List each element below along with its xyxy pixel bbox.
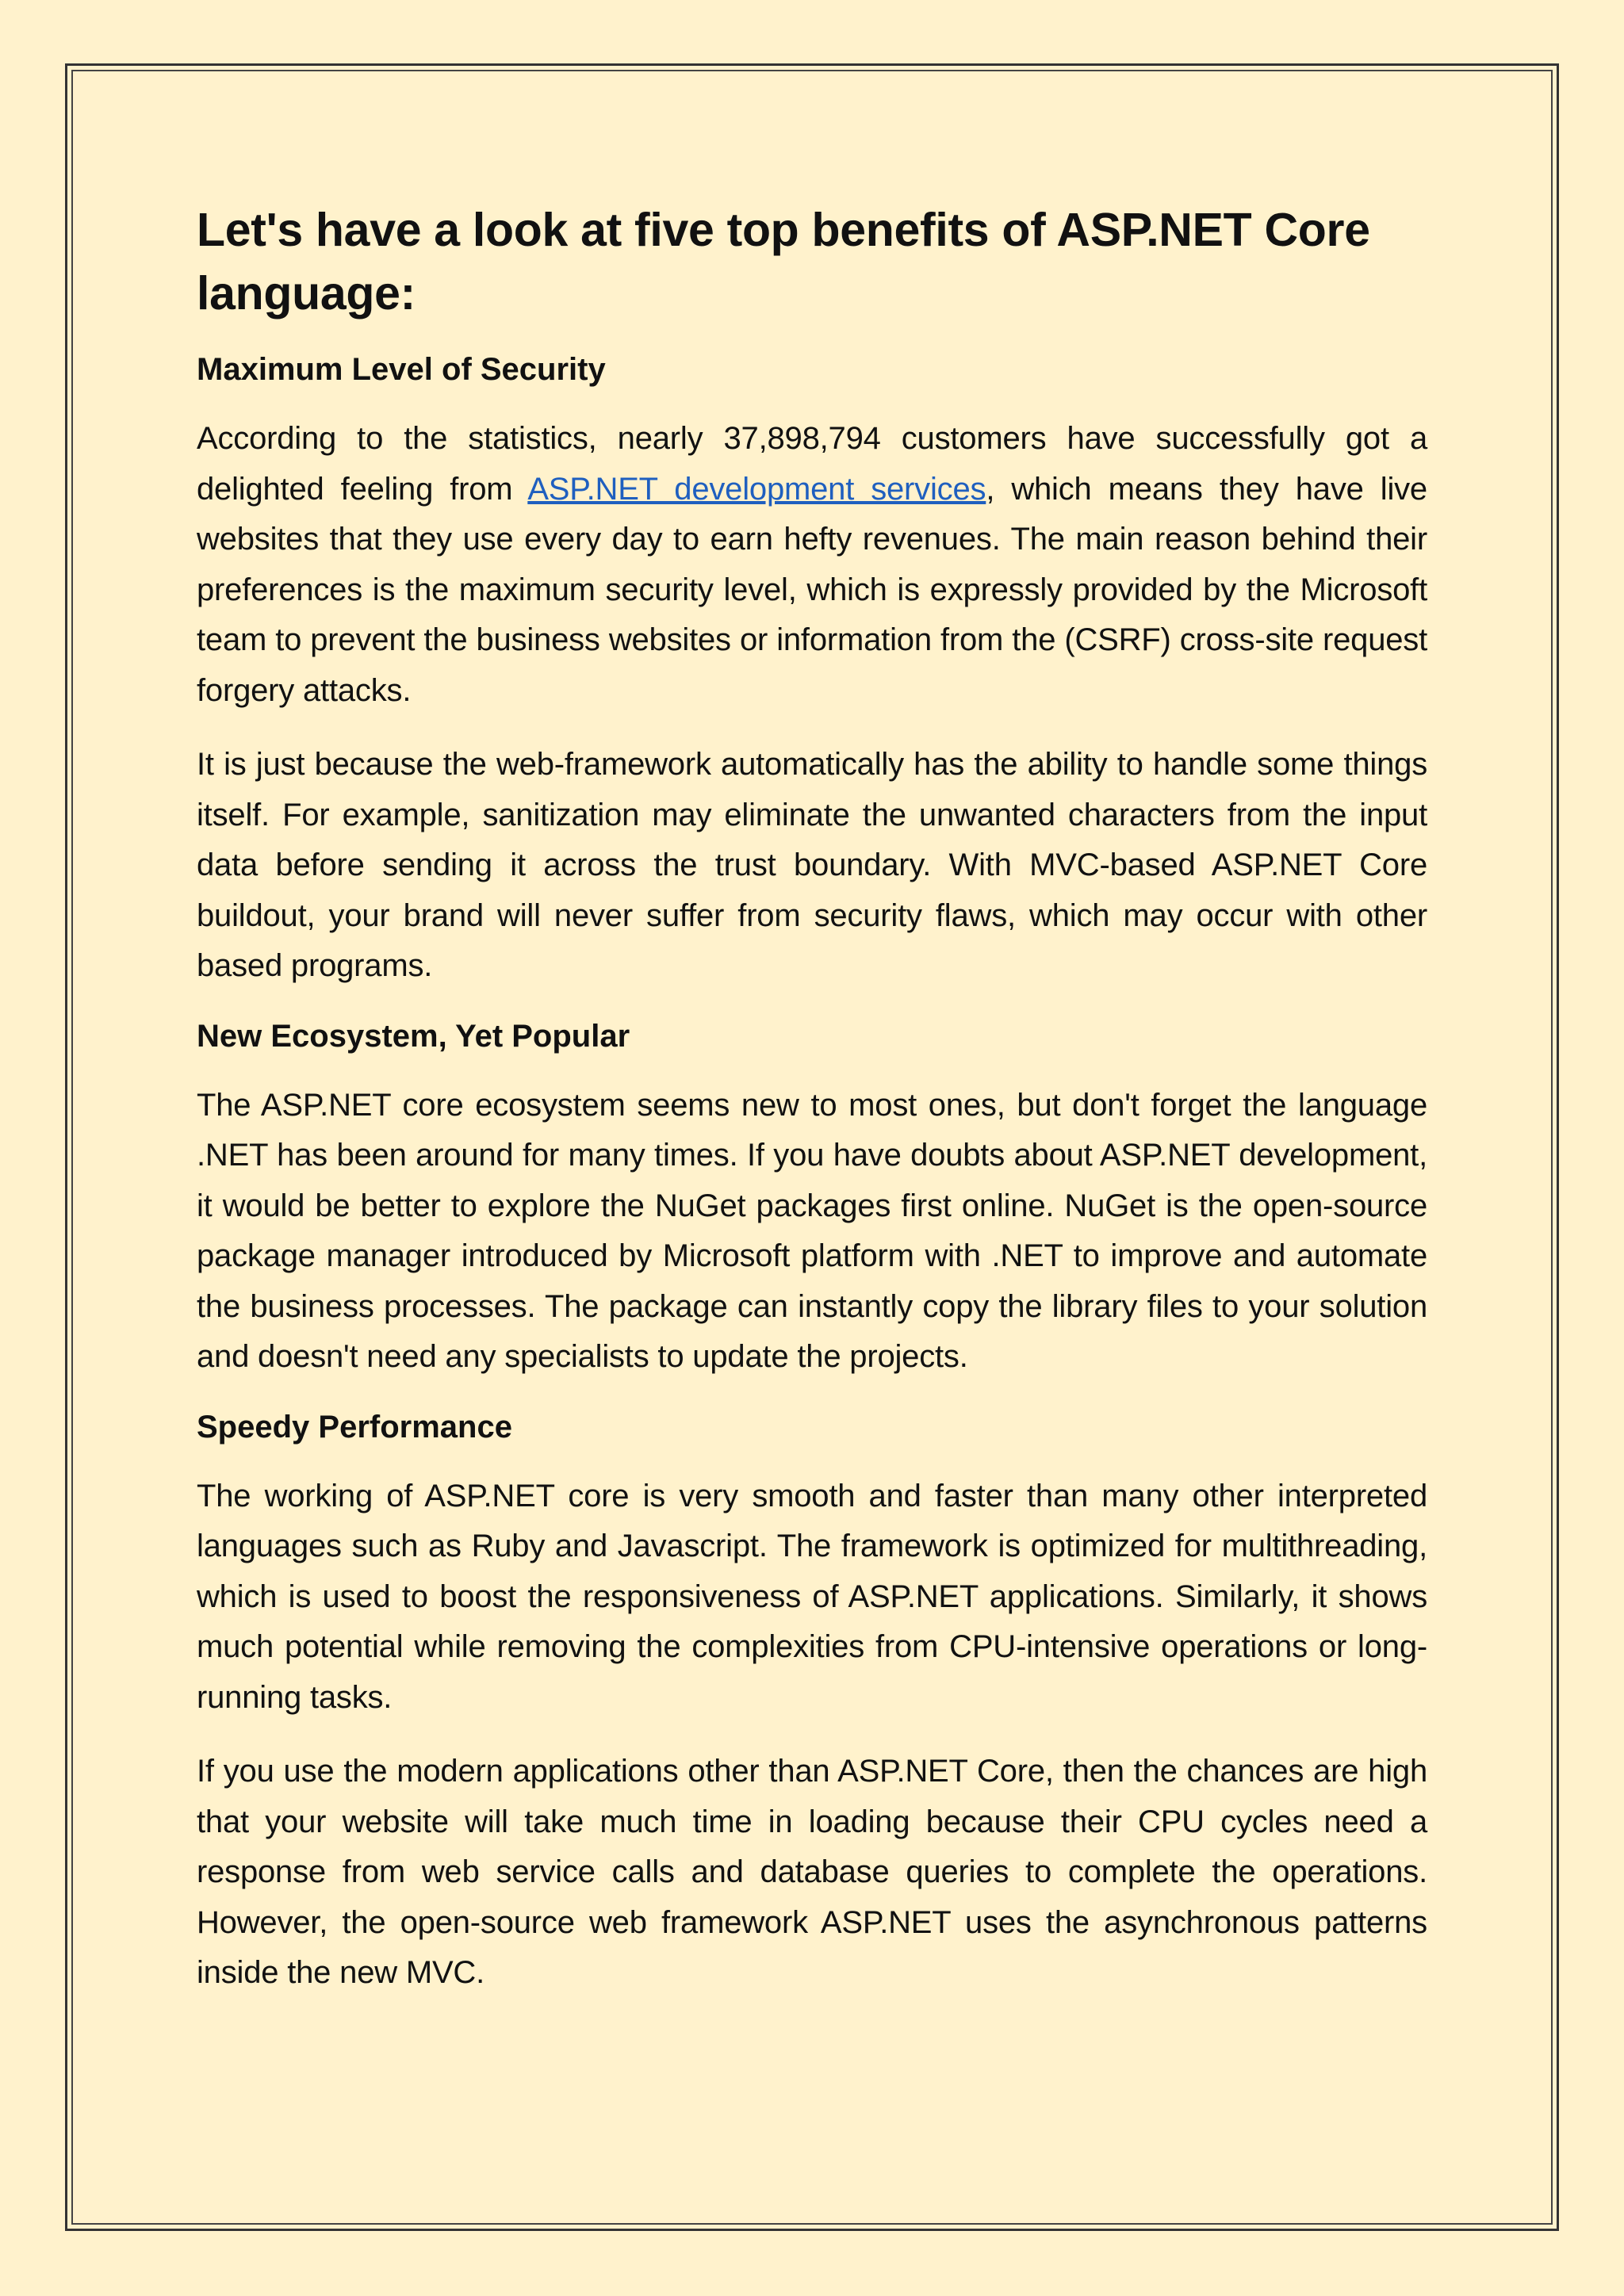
document-content: [197, 198, 1427, 2022]
page-title: Let's have a look at five top benefits of ASP.NET Core language:: [197, 204, 1370, 320]
security-paragraph-1: [197, 414, 1427, 716]
security-paragraph-1-end: , which means they have live websites that they use every day to earn hefty revenues. The main reason behind their preferences is the maximum security level, which is expressly provided by the Microsoft team to prevent the business websites or information from the (CSRF) cross-site request forgery attacks.: [197, 471, 1427, 708]
security-paragraph-1-start: According to the statistics, nearly 37,898,794 customers have successfully got a delighted feeling from: [197, 421, 1427, 507]
ecosystem-paragraph-1: The ASP.NET core ecosystem seems new to most ones, but don't forget the language .NET has been around for many times. If you have doubts about ASP.NET development, it would be better to explore the NuGet packages first online. NuGet is the open-source package manager introduced by Microsoft platform with .NET to improve and automate the business processes. The package can instantly copy the library files to your solution and doesn't need any specialists to update the projects.: [197, 1087, 1427, 1374]
performance-paragraph-1: The working of ASP.NET core is very smooth and faster than many other interpreted languages such as Ruby and Javascript. The framework is optimized for multithreading, which is used to boost the responsiveness of ASP.NET applications. Similarly, it shows much potential while removing the complexities from CPU-intensive operations or long-running tasks.: [197, 1478, 1427, 1715]
section-heading-security: Maximum Level of Security: [197, 352, 606, 387]
section-heading-ecosystem: New Ecosystem, Yet Popular: [197, 1018, 630, 1054]
section-heading-performance: Speedy Performance: [197, 1409, 512, 1445]
asp-net-development-services-link[interactable]: ASP.NET development services: [527, 471, 986, 507]
security-paragraph-2: It is just because the web-framework automatically has the ability to handle some things itself. For example, sanitization may eliminate the unwanted characters from the input data before sending it across the trust boundary. With MVC-based ASP.NET Core buildout, your brand will never suffer from security flaws, which may occur with other based programs.: [197, 747, 1427, 983]
performance-paragraph-2: If you use the modern applications other than ASP.NET Core, then the chances are high that your website will take much time in loading because their CPU cycles need a response from web service calls and database queries to complete the operations. However, the open-source web framework ASP.NET uses the asynchronous patterns inside the new MVC.: [197, 1754, 1427, 1990]
